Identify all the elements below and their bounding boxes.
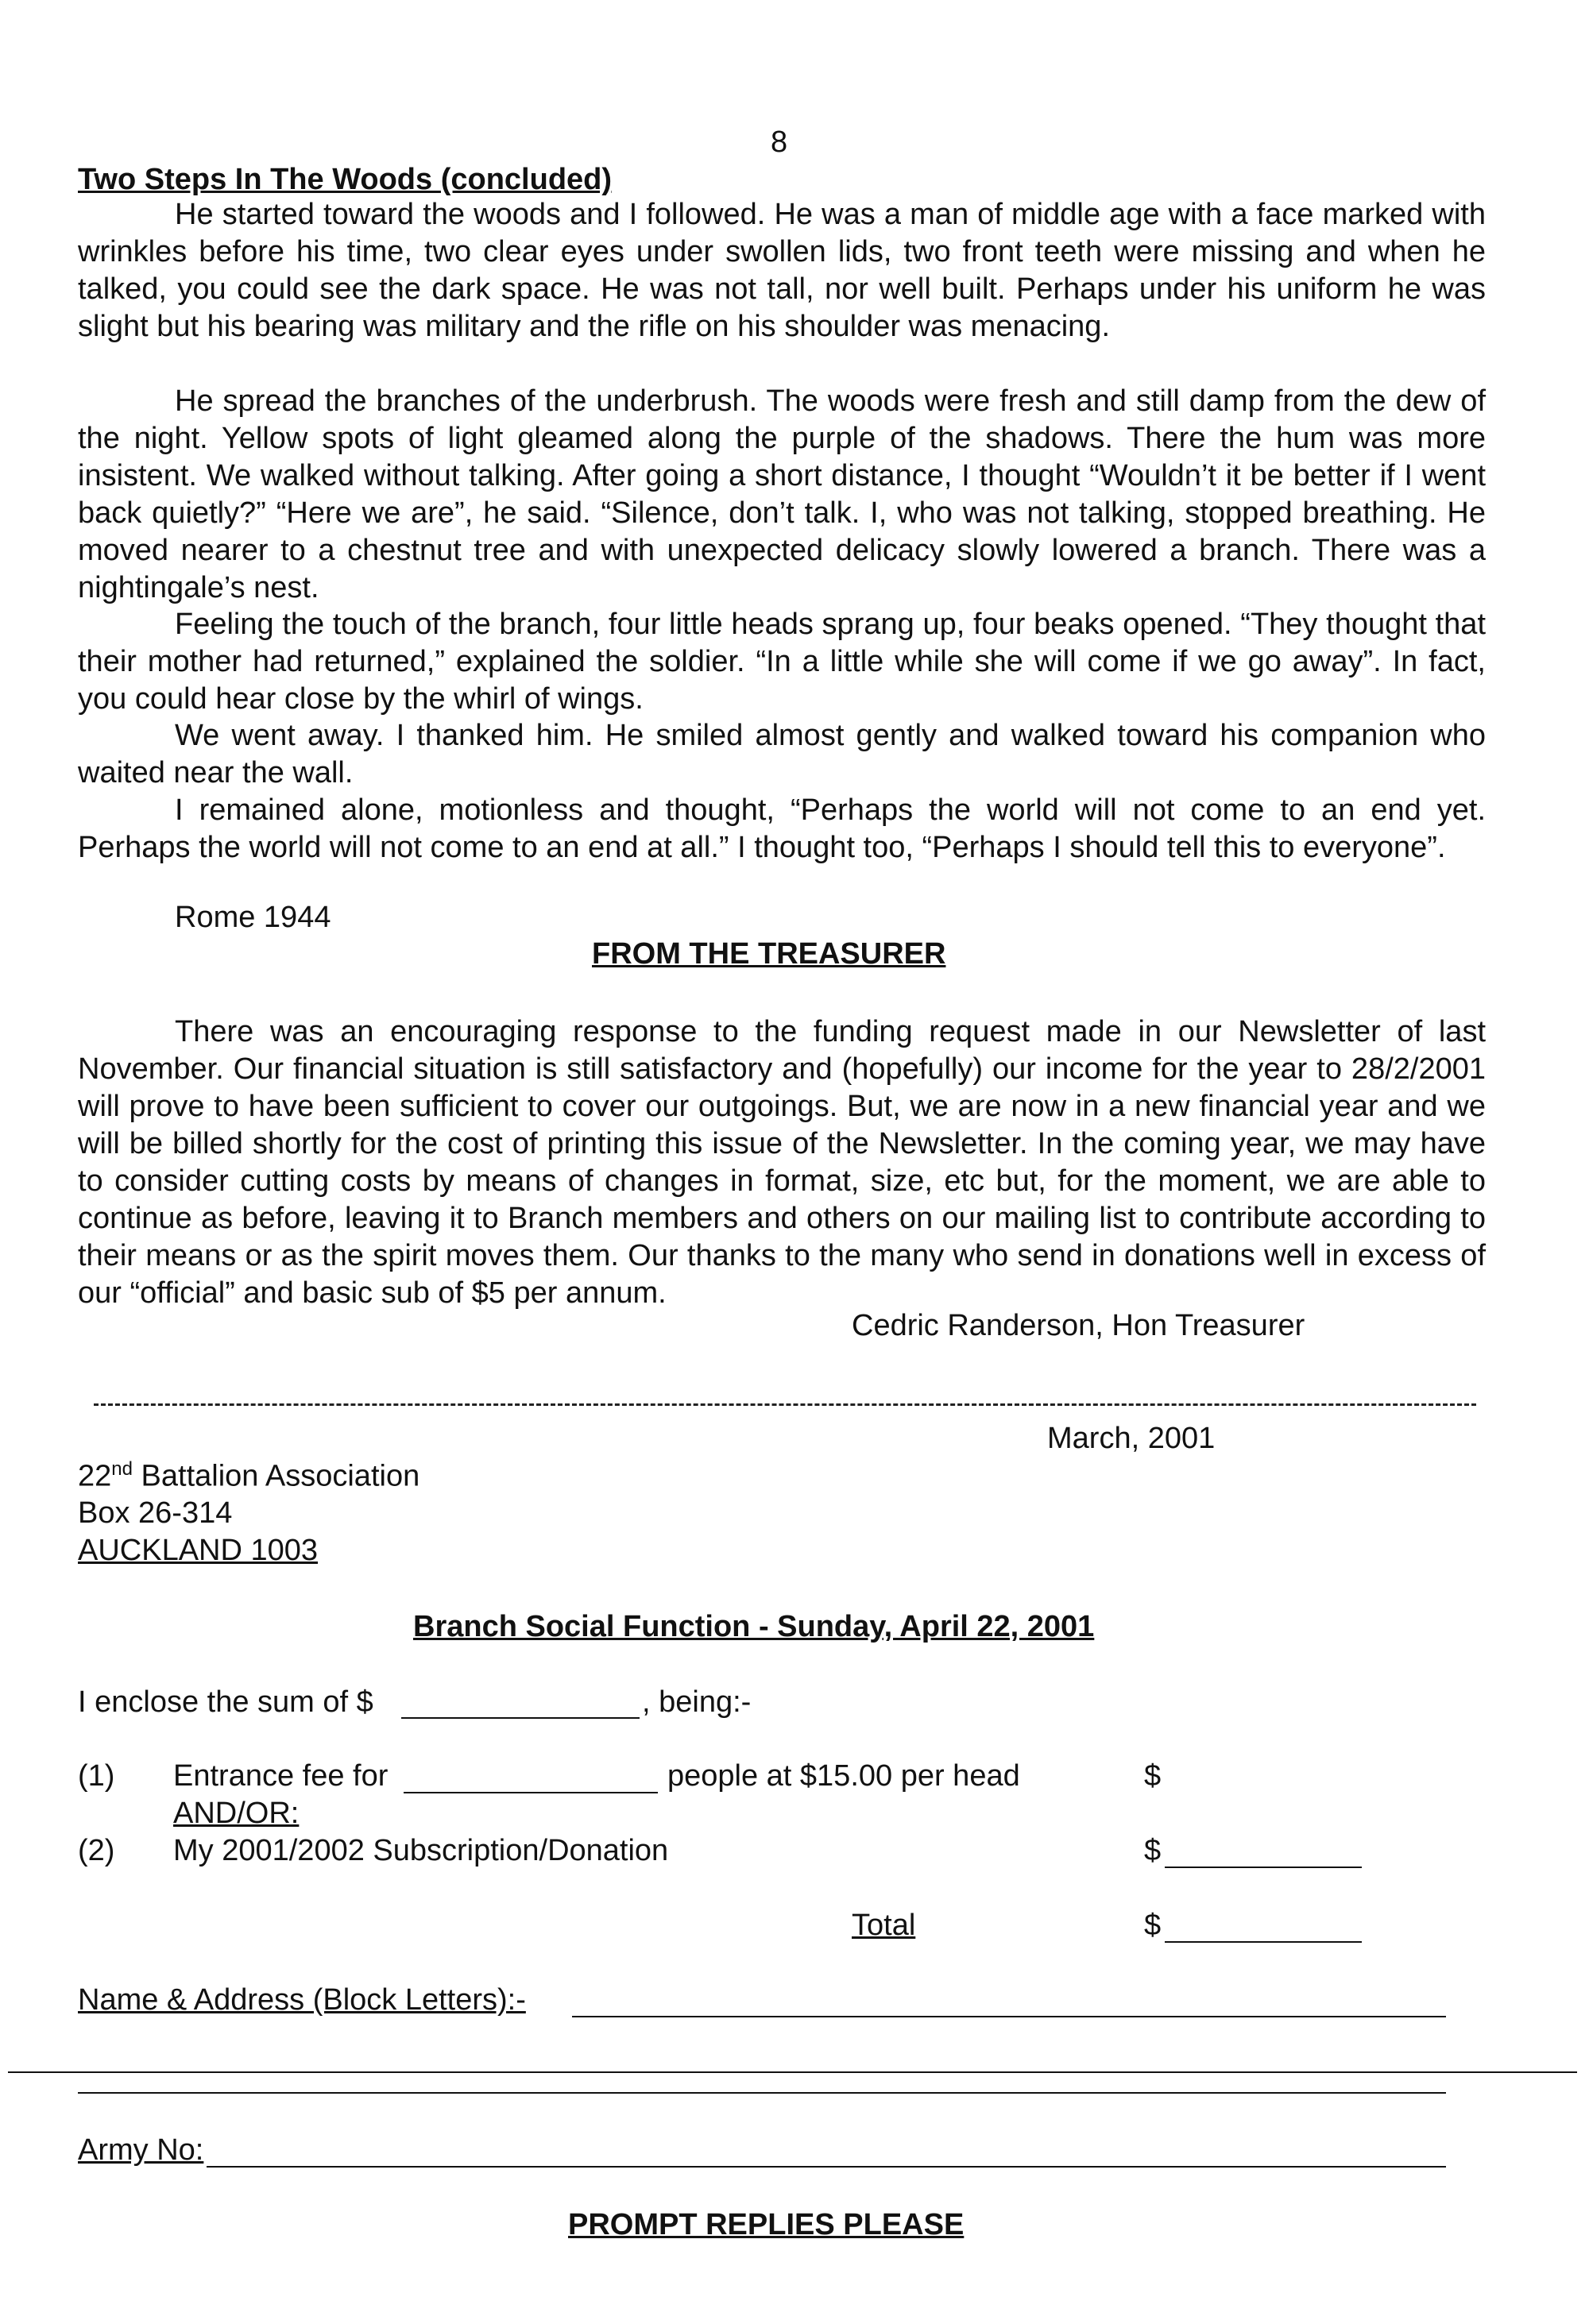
item-2-label: My 2001/2002 Subscription/Donation: [173, 1834, 669, 1867]
address-line-field[interactable]: [8, 2071, 1577, 2073]
item-1-number: (1): [78, 1759, 115, 1793]
name-address-field[interactable]: [572, 2016, 1446, 2017]
cut-line: [94, 1403, 1476, 1406]
people-count-field[interactable]: [404, 1792, 658, 1793]
treasurer-heading: FROM THE TREASURER: [592, 937, 946, 971]
total-amount-field[interactable]: [1165, 1941, 1362, 1943]
item-2-number: (2): [78, 1834, 115, 1867]
footer-prompt: PROMPT REPLIES PLEASE: [568, 2208, 965, 2241]
story-paragraph: He started toward the woods and I followed. He was a man of middle age with a face marked with wrinkles before his time, two clear eyes under swollen lids, two front teeth were missing and when he talked, you could see the dark space. He was not tall, nor well built. Perhaps under his uniform he was slight but his bearing was military and the rifle on his shoulder was menacing.: [78, 198, 1486, 343]
army-number-label: Army No:: [78, 2133, 204, 2167]
address-line-1: 22nd Battalion Association: [78, 1458, 420, 1493]
story-paragraph: He spread the branches of the underbrush. The woods were fresh and still damp from the dew of the night. Yellow spots of light gleamed along the purple of the shadows. There the hum was more insistent. We walked without talking. After going a short distance, I thought “Wouldn’t it be better if I went back quietly?” “Here we are”, he said. “Silence, don’t talk. I, who was not talking, stopped breathing. He moved nearer to a chestnut tree and with unexpected delicacy slowly lowered a branch. There was a nightingale’s nest.: [78, 384, 1486, 604]
treasurer-body: There was an encouraging response to the funding request made in our Newsletter of last November. Our financial situation is still satisfactory and (hopefully) our income for the year to 28/2/2001 will prove to have been sufficient to cover our outgoings. But, we are now in a new financial year and we will be billed shortly for the cost of printing this issue of the Newsletter. In the coming year, we may have to consider cutting costs by means of changes in format, size, etc but, for the moment, we are able to continue as before, leaving it to Branch members and others on our mailing list to contribute according to their means or as the spirit moves them. Our thanks to the many who send in donations well in excess of our “official” and basic sub of $5 per annum.: [78, 1015, 1486, 1310]
story-paragraph: We went away. I thanked him. He smiled almost gently and walked toward his companion who waited near the wall.: [78, 719, 1486, 789]
address-line-3: AUCKLAND 1003: [78, 1534, 319, 1567]
story-paragraph: Feeling the touch of the branch, four little heads sprang up, four beaks opened. “They thought that their mother had returned,” explained the soldier. “In a little while she will come if we go away”. In fact, you could hear close by the whirl of wings.: [78, 608, 1486, 716]
andor-label: AND/OR:: [173, 1797, 300, 1830]
item-1-dollar: $: [1144, 1759, 1162, 1793]
enclose-prefix: I enclose the sum of $: [78, 1685, 373, 1719]
name-address-label: Name & Address (Block Letters):-: [78, 1983, 526, 2017]
army-number-field[interactable]: [207, 2166, 1446, 2168]
story-dateline: Rome 1944: [175, 901, 331, 934]
total-label: Total: [852, 1909, 916, 1942]
enclose-suffix: , being:-: [642, 1685, 752, 1719]
page-number: 8: [771, 125, 788, 159]
address-line-field-2[interactable]: [78, 2092, 1446, 2094]
item-1-rate: people at $15.00 per head: [667, 1759, 1020, 1793]
subscription-amount-field[interactable]: [1165, 1867, 1362, 1868]
total-dollar: $: [1144, 1909, 1162, 1942]
story-title: Two Steps In The Woods (concluded): [78, 163, 613, 196]
item-1-label: Entrance fee for: [173, 1759, 389, 1793]
enclose-amount-field[interactable]: [401, 1717, 640, 1719]
form-title: Branch Social Function - Sunday, April 22, 2001: [413, 1610, 1095, 1643]
address-line-2: Box 26-314: [78, 1496, 233, 1530]
item-2-dollar: $: [1144, 1834, 1162, 1867]
treasurer-signature: Cedric Randerson, Hon Treasurer: [852, 1309, 1305, 1342]
story-paragraph: I remained alone, motionless and thought, “Perhaps the world will not come to an end yet. Perhaps the world will not come to an end at all.” I thought too, “Perhaps I should tell this to everyone”.: [78, 793, 1486, 864]
form-date: March, 2001: [1047, 1422, 1216, 1455]
